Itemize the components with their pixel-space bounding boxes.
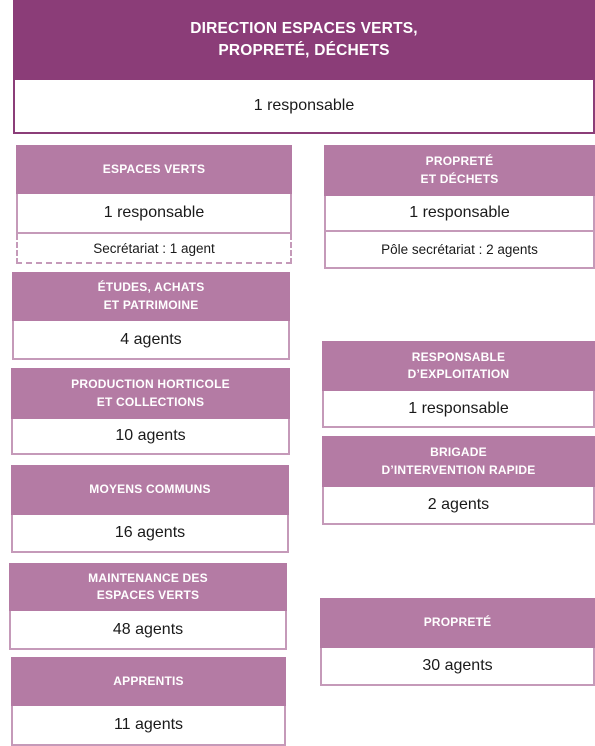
unit-title-line1: APPRENTIS bbox=[113, 673, 184, 688]
direction-value-box bbox=[13, 80, 595, 134]
unit-value: 48 agents bbox=[112, 620, 184, 638]
unit-value: 30 agents bbox=[422, 657, 493, 674]
unit-header-apprentis bbox=[11, 657, 286, 706]
unit-value-box-maintenance bbox=[9, 611, 287, 650]
unit-value-box-etudes bbox=[12, 321, 290, 360]
unit-title-line2: D’EXPLOITATION bbox=[407, 367, 510, 381]
unit-value: 16 agents bbox=[114, 524, 186, 541]
unit-value: 10 agents bbox=[115, 427, 186, 444]
unit-title-line1: MAINTENANCE DES bbox=[88, 570, 208, 585]
proprete-dechets-title-line2: ET DÉCHETS bbox=[420, 171, 499, 186]
direction-header bbox=[13, 0, 595, 80]
unit-value-box-production bbox=[11, 419, 290, 455]
unit-value-box-proprete bbox=[320, 648, 595, 686]
espaces-verts-value: 1 responsable bbox=[103, 204, 205, 221]
unit-value-box-apprentis bbox=[11, 706, 286, 746]
unit-value: 11 agents bbox=[113, 716, 184, 733]
direction-title-line2: PROPRETÉ, DÉCHETS bbox=[218, 42, 390, 59]
unit-title-line1: RESPONSABLE bbox=[411, 349, 506, 364]
espaces-verts-header bbox=[16, 145, 292, 194]
unit-title-line1: ÉTUDES, ACHATS bbox=[97, 280, 205, 295]
espaces-verts-secretariat-box bbox=[16, 234, 292, 264]
espaces-verts-title: ESPACES VERTS bbox=[102, 161, 206, 176]
proprete-dechets-value-box bbox=[324, 196, 595, 232]
unit-value-box-moyens bbox=[11, 515, 289, 553]
proprete-dechets-secretariat: Pôle secrétariat : 2 agents bbox=[381, 242, 538, 257]
unit-header-moyens bbox=[11, 465, 289, 515]
unit-header-etudes bbox=[12, 272, 290, 321]
espaces-verts-secretariat: Secrétariat : 1 agent bbox=[93, 240, 215, 256]
unit-value-box-brigade bbox=[322, 487, 595, 525]
unit-title-line2: ESPACES VERTS bbox=[96, 588, 200, 602]
unit-header-proprete bbox=[320, 598, 595, 648]
direction-value: 1 responsable bbox=[253, 97, 355, 114]
unit-header-brigade bbox=[322, 436, 595, 487]
unit-header-responsable-exploitation bbox=[322, 341, 595, 391]
unit-value: 2 agents bbox=[427, 496, 490, 513]
proprete-dechets-value: 1 responsable bbox=[409, 204, 510, 221]
unit-value-box-responsable-exploitation bbox=[322, 391, 595, 428]
unit-value: 4 agents bbox=[120, 330, 182, 348]
unit-title-line1: PROPRETÉ bbox=[423, 615, 492, 630]
unit-title-line1: BRIGADE bbox=[430, 445, 487, 460]
proprete-dechets-header bbox=[324, 145, 595, 196]
proprete-dechets-title-line1: PROPRETÉ bbox=[425, 154, 494, 169]
unit-header-production bbox=[11, 368, 290, 419]
proprete-dechets-secretariat-box bbox=[324, 232, 595, 269]
unit-title-line1: PRODUCTION HORTICOLE bbox=[71, 377, 230, 392]
unit-title-line2: ET COLLECTIONS bbox=[96, 394, 205, 409]
unit-title-line1: MOYENS COMMUNS bbox=[89, 482, 211, 497]
espaces-verts-value-box bbox=[16, 194, 292, 234]
unit-title-line2: D’INTERVENTION RAPIDE bbox=[381, 462, 536, 477]
unit-header-maintenance bbox=[9, 563, 287, 611]
unit-value: 1 responsable bbox=[408, 399, 509, 417]
direction-title-line1: DIRECTION ESPACES VERTS, bbox=[190, 19, 418, 37]
unit-title-line2: ET PATRIMOINE bbox=[103, 297, 199, 312]
